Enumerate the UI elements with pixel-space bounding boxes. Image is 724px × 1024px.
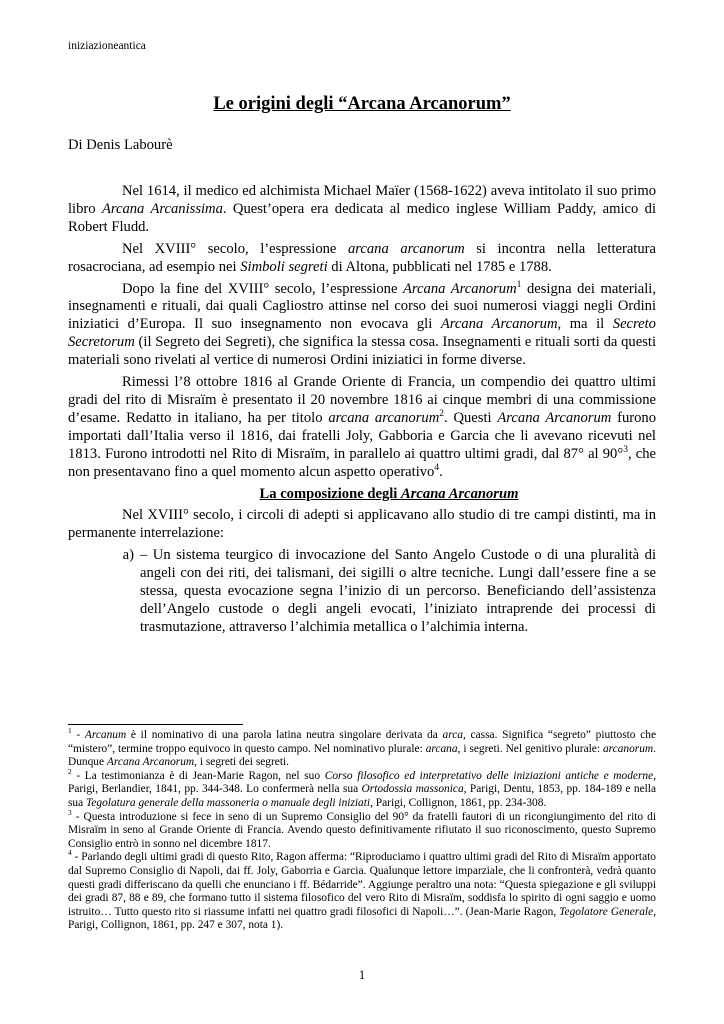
page-title: Le origini degli “Arcana Arcanorum” xyxy=(213,94,511,114)
paragraph-2: Nel XVIII° secolo, l’espressione arcana arcanorum si incontra nella letteratura rosacrociana, ad esempio nei Simboli segreti di Altona, pubblicati nel 1785 e 1788. xyxy=(68,240,657,275)
list-item xyxy=(68,547,656,637)
paragraph-1: Nel 1614, il medico ed alchimista Michael Maïer (1568-1622) aveva intitolato il suo primo libro Arcana Arcanissima. Quest’opera era dedicata al medico inglese William Paddy, amico di Robert Fludd. xyxy=(68,183,656,235)
list-text: – Un sistema teurgico di invocazione del Santo Angelo Custode o di una pluralità di angeli con dei riti, dei talismani, dei sigilli o altre tecniche. Lungi dall’essere fine a se stessa, questa evocazione segna l’inizio di un percorso. Beneficiando dell’assistenza dell’Angelo custode o degli angeli evocati, l’iniziato intraprende dei processi di trasmutazione, attraverso l’alchimia metallica o l’alchimia interna. xyxy=(140,547,656,635)
page-number: 1 xyxy=(358,968,366,982)
author-line: Di Denis Labourè xyxy=(68,137,173,153)
paragraph-3: Dopo la fine del XVIII° secolo, l’espressione Arcana Arcanorum$^1$ designa dei materiali, insegnamenti e rituali, dai quali Cagliostro attinse nel corso dei suoi numerosi viaggi negli Ordini iniziatici d’Europa. Il suo insegnamento non evocava gli Arcana Arcanorum, ma il Secreto Secretorum (il Segreto dei Segreti), che significa la stessa cosa. Insegnamenti e rituali sorti da questi materiali sono rivelati al vertice di numerosi Ordini iniziatici in forme diverse. xyxy=(68,279,656,369)
footnote-2: $^2$ - La testimonianza è di Jean-Marie Ragon, nel suo Corso filosofico ed interpretativo delle iniziazioni antiche e moderne, Parigi, Berlandier, 1841, pp. 344-348. Lo confermerà nella sua Ortodossia massonica, Parigi, Dentu, 1853, pp. 184-189 e nella sua Tegolatura generale della massoneria o manuale degli iniziati, Parigi, Collignon, 1861, pp. 234-308. xyxy=(68,766,657,809)
section-intro: Nel XVIII° secolo, i circoli di adepti si applicavano allo studio di tre campi distinti, ma in permanente interrelazione: xyxy=(68,507,656,542)
footnote-3: $^3$ - Questa introduzione si fece in seno di un Supremo Consiglio del 90° da fratelli fautori di un ricongiungimento del rito di Misraïm in seno al Grande Oriente di Francia. Avendo questo definitivamente rifiutato il suo riconoscimento, questo Supremo Consiglio entrò in sonno nel dicembre 1817. xyxy=(68,807,656,850)
footnote-divider xyxy=(68,724,243,725)
section-heading: La composizione degli Arcana Arcanorum xyxy=(259,485,519,502)
footnote-4: $^4$ - Parlando degli ultimi gradi di questo Rito, Ragon afferma: “Riproduciamo i quattro ultimi gradi del Rito di Misraïm apportato dal Supremo Consiglio di Napoli, dai ff. Joly, Gaborria e Garcia. Qualunque lettore imparziale, che li confronterà, vedrà quanto questi gradi differiscano da quelli che enunciano i ff. Bédarride”. Aggiunge peraltro una nota: “Questa spiegazione e gli sviluppi dei gradi 87, 88 e 89, che formano tutto il sistema filosofico del vero Rito di Misraïm, soddisfa lo spirito di ogni saggio e uomo istruito… Tutto questo rito si riassume infatti nei quattro gradi filosofici di Napoli…”. (Jean-Marie Ragon, Tegolatore Generale, Parigi, Collignon, 1861, pp. 247 e 307, nota 1). xyxy=(68,848,656,932)
footnotes xyxy=(68,726,657,933)
footnote-1: $^1$ - Arcanum è il nominativo di una parola latina neutra singolare derivata da arca, cassa. Significa “segreto” piuttosto che “mistero”, termine troppo equivoco in questo campo. Nel nominativo plurale: arcana, i segreti. Nel genitivo plurale: arcanorum. Dunque Arcana Arcanorum, i segreti dei segreti. xyxy=(68,726,656,769)
list-label: a) xyxy=(122,547,134,564)
footnote-ref-2[interactable]: 2 xyxy=(439,409,444,420)
main-text xyxy=(68,183,656,637)
footnote-ref-1[interactable]: 1 xyxy=(516,279,522,290)
running-header: iniziazioneantica xyxy=(68,40,146,52)
footnote-ref-3[interactable]: 3 xyxy=(623,444,628,455)
paragraph-4: Rimessi l’8 ottobre 1816 al Grande Oriente di Francia, un compendio dei quattro ultimi gradi del rito di Misraïm è presentato il 20 novembre 1816 ai cinque membri di una commissione d’esame. Redatto in italiano, ha per titolo arcana arcanorum$^2$. Questi Arcana Arcanorum furono importati dall’Italia verso il 1816, dai fratelli Joly, Gabboria e Garcia che li avevano ricevuti nel 1813. Furono introdotti nel Rito di Misraïm, in parallelo ai quattro ultimi gradi, dal 87° al 90°$^3$, che non presentavano fino a quel momento alcun aspetto operativo$^4$. xyxy=(68,374,656,480)
footnote-ref-4[interactable]: 4 xyxy=(434,462,440,473)
